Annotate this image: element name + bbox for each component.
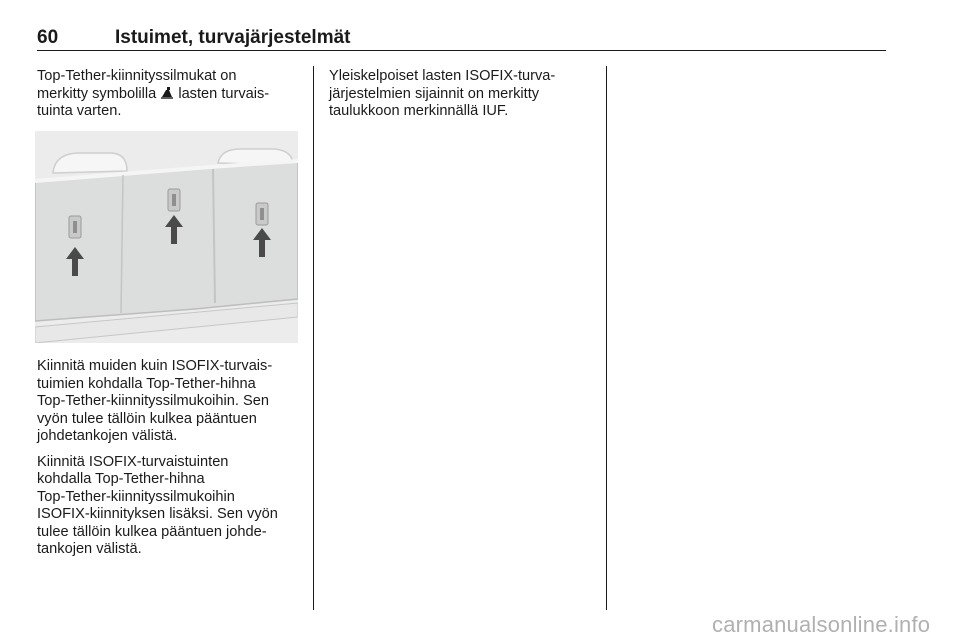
paragraph-isofix-positions <box>329 68 591 121</box>
text-line: taulukkoon merkinnällä IUF. <box>329 103 509 119</box>
text-line: Kiinnitä ISOFIX-turvaistuinten <box>37 453 229 470</box>
column-left <box>37 68 299 129</box>
text-line: tankojen välistä. <box>37 541 142 557</box>
paragraph-isofix <box>37 454 299 559</box>
text-line: tuinta varten. <box>37 103 122 119</box>
text-line: tuimien kohdalla Top-Tether-hihna <box>37 375 256 392</box>
watermark: carmanualsonline.info <box>712 612 931 637</box>
tether-loop-center <box>168 189 180 211</box>
seat-backrest-figure <box>35 131 298 343</box>
text-line: kohdalla Top-Tether-hihna <box>37 471 205 487</box>
header-rule <box>37 50 886 51</box>
text-line: tulee tällöin kulkea pääntuen johde- <box>37 523 267 540</box>
text-fragment: lasten turvais- <box>178 85 270 102</box>
column-divider-left <box>313 66 314 610</box>
text-line: Top-Tether-kiinnityssilmukat on <box>37 68 237 84</box>
page-number: 60 <box>37 27 59 48</box>
text-fragment: merkitty symbolilla <box>37 85 157 102</box>
page-header <box>37 27 886 51</box>
seat-backrest-illustration <box>35 131 298 343</box>
text-line: Top-Tether-kiinnityssilmukoihin. Sen <box>37 393 269 409</box>
paragraph-non-isofix <box>37 358 299 446</box>
text-line <box>37 86 299 104</box>
text-line: johdetankojen välistä. <box>37 428 178 444</box>
text-line: Kiinnitä muiden kuin ISOFIX-turvais- <box>37 358 273 374</box>
text-line: vyön tulee tällöin kulkea pääntuen <box>37 410 257 427</box>
tether-loop-right <box>256 203 268 225</box>
text-line: järjestelmien sijainnit on merkitty <box>329 85 540 102</box>
text-line: Top-Tether-kiinnityssilmukoihin <box>37 488 235 505</box>
top-tether-symbol-icon <box>160 87 174 99</box>
intro-paragraph <box>37 68 299 121</box>
text-line: Yleiskelpoiset lasten ISOFIX-turva- <box>329 68 556 84</box>
page-title: Istuimet, turvajärjestelmät <box>115 27 351 48</box>
column-divider-right <box>606 66 607 610</box>
tether-loop-left <box>69 216 81 238</box>
column-middle <box>329 68 591 129</box>
column-left-lower <box>37 358 299 567</box>
text-line: ISOFIX-kiinnityksen lisäksi. Sen vyön <box>37 506 278 522</box>
